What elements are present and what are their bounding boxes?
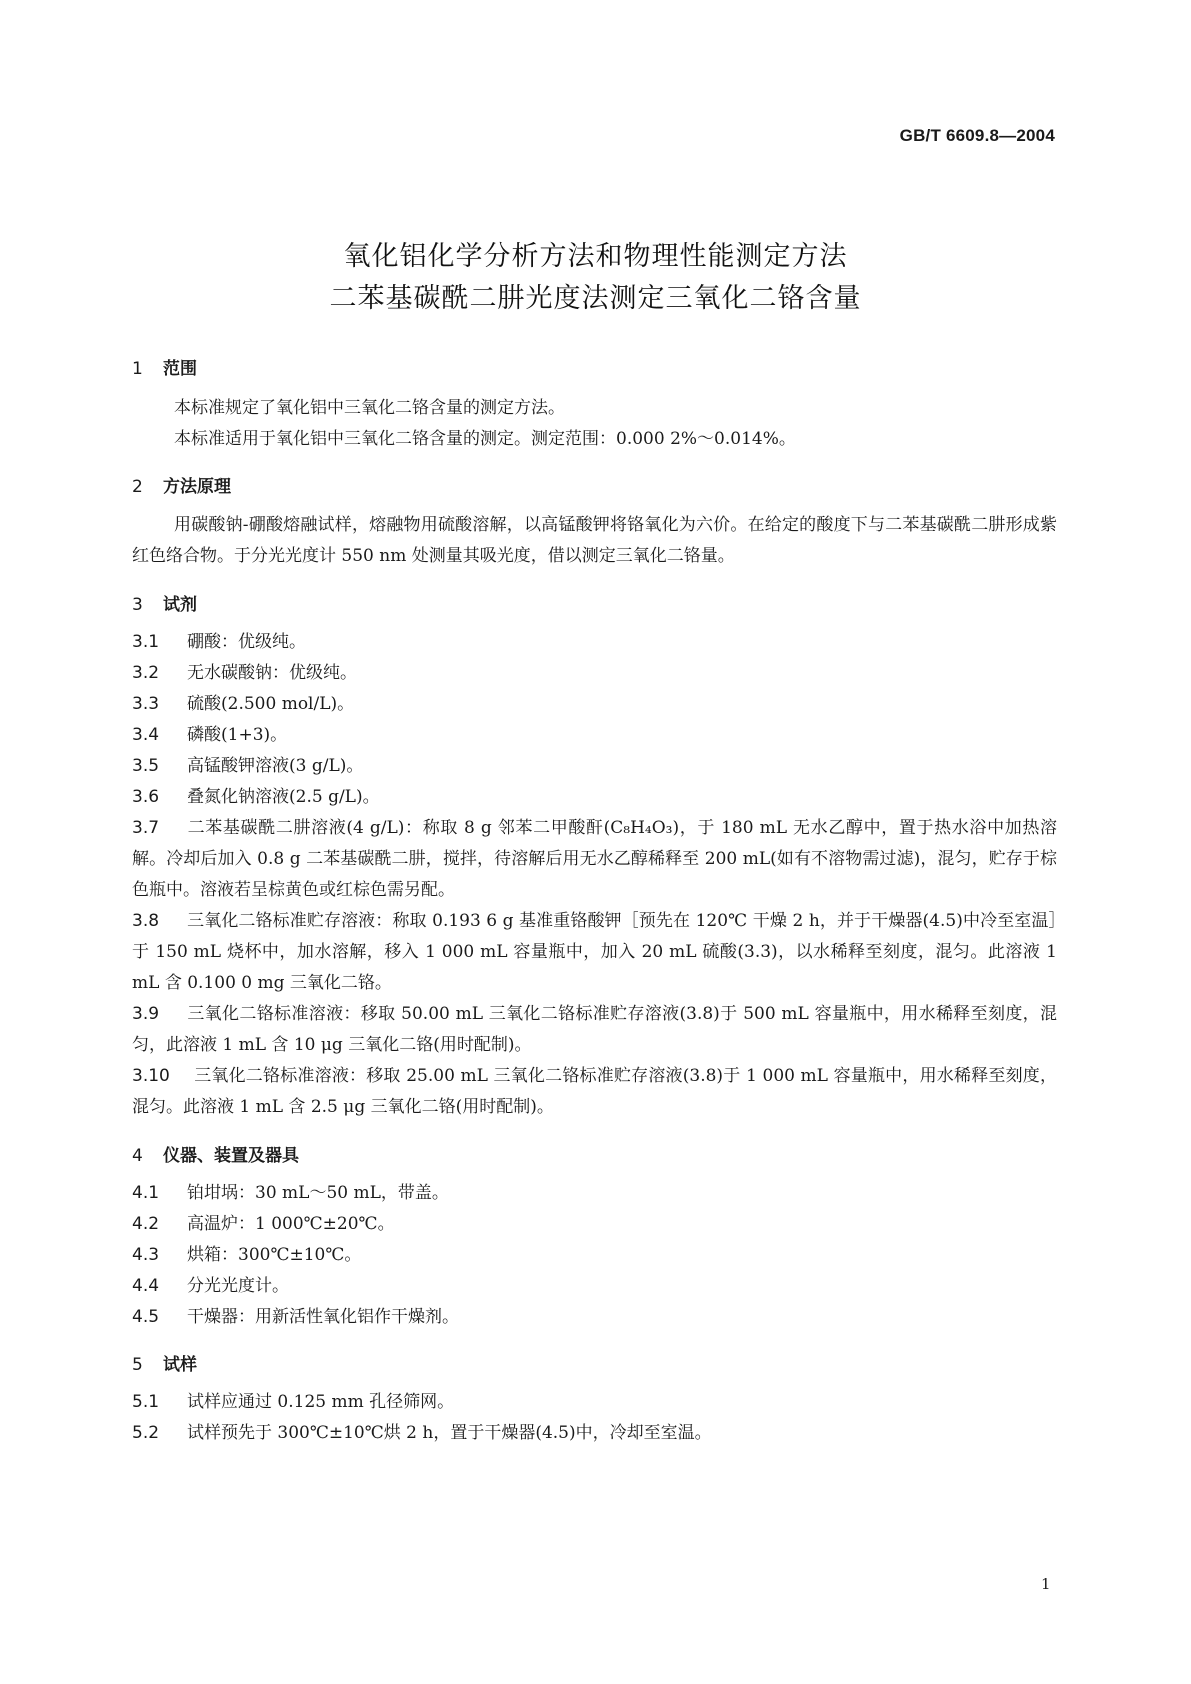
item-text: 叠氮化钠溶液(2.5 g/L)。 bbox=[187, 787, 380, 807]
principle-paragraph: 用碳酸钠-硼酸熔融试样，熔融物用硫酸溶解，以高锰酸钾将铬氧化为六价。在给定的酸度下与二苯基碳酰二肼形成紫红色络合物。于分光光度计 550 nm 处测量其吸光度，借以测定三氧化二铬量。 bbox=[132, 515, 1057, 566]
reagent-item bbox=[132, 689, 1057, 720]
item-number: 3.9 bbox=[132, 1004, 160, 1024]
item-number: 3.10 bbox=[132, 1066, 170, 1086]
apparatus-item bbox=[132, 1271, 1057, 1302]
section-number: 1 bbox=[132, 359, 143, 379]
item-number: 3.7 bbox=[132, 818, 160, 838]
item-text: 试样应通过 0.125 mm 孔径筛网。 bbox=[187, 1392, 455, 1412]
reagent-item bbox=[132, 627, 1057, 658]
section-number: 3 bbox=[132, 595, 143, 615]
item-text: 硫酸(2.500 mol/L)。 bbox=[187, 694, 355, 714]
item-text: 分光光度计。 bbox=[187, 1276, 289, 1296]
apparatus-item bbox=[132, 1209, 1057, 1240]
reagent-item bbox=[132, 999, 1057, 1061]
item-text: 硼酸：优级纯。 bbox=[187, 632, 306, 652]
section-title: 仪器、装置及器具 bbox=[163, 1146, 299, 1166]
section-title: 试剂 bbox=[163, 595, 197, 615]
item-number: 3.5 bbox=[132, 756, 160, 776]
item-number: 3.8 bbox=[132, 911, 160, 931]
reagent-item bbox=[132, 1061, 1057, 1123]
item-text: 烘箱：300℃±10℃。 bbox=[187, 1245, 362, 1265]
item-number: 3.6 bbox=[132, 787, 160, 807]
section-number: 5 bbox=[132, 1355, 143, 1375]
section-heading-1 bbox=[132, 354, 197, 379]
sample-item bbox=[132, 1418, 1057, 1449]
sample-item bbox=[132, 1387, 1057, 1418]
item-text: 三氧化二铬标准溶液：移取 50.00 mL 三氧化二铬标准贮存溶液(3.8)于 500 mL 容量瓶中，用水稀释至刻度，混匀，此溶液 1 mL 含 10 μg 三氧化二铬(用时配制)。 bbox=[132, 1004, 1057, 1055]
item-text: 三氧化二铬标准溶液：移取 25.00 mL 三氧化二铬标准贮存溶液(3.8)于 1 000 mL 容量瓶中，用水稀释至刻度，混匀。此溶液 1 mL 含 2.5 μg 三氧化二铬(用时配制)。 bbox=[132, 1066, 1057, 1117]
reagent-item bbox=[132, 782, 1057, 813]
section-heading-3 bbox=[132, 590, 197, 615]
title-line-1: 氧化铝化学分析方法和物理性能测定方法 bbox=[343, 241, 848, 272]
item-number: 3.2 bbox=[132, 663, 160, 683]
item-text: 无水碳酸钠：优级纯。 bbox=[187, 663, 357, 683]
item-number: 3.4 bbox=[132, 725, 160, 745]
item-text: 磷酸(1+3)。 bbox=[187, 725, 288, 745]
scope-paragraph-2: 本标准适用于氧化铝中三氧化二铬含量的测定。测定范围：0.000 2%～0.014%。 bbox=[174, 429, 796, 449]
apparatus-item bbox=[132, 1240, 1057, 1271]
item-number: 5.1 bbox=[132, 1392, 160, 1412]
section-title: 范围 bbox=[163, 359, 197, 379]
item-text: 干燥器：用新活性氧化铝作干燥剂。 bbox=[187, 1307, 459, 1327]
reagent-item bbox=[132, 720, 1057, 751]
item-text: 二苯基碳酰二肼溶液(4 g/L)：称取 8 g 邻苯二甲酸酐(C₈H₄O₃)，于 180 mL 无水乙醇中，置于热水浴中加热溶解。冷却后加入 0.8 g 二苯基碳酰二肼，搅拌，待溶解后用无水乙醇稀释至 200 mL(如有不溶物需过滤)，混匀，贮存于棕色瓶中。溶液若呈棕黄色或红棕色需另配。 bbox=[132, 818, 1057, 900]
page-number: 1 bbox=[1041, 1575, 1051, 1593]
section-title: 方法原理 bbox=[163, 477, 231, 497]
item-text: 高锰酸钾溶液(3 g/L)。 bbox=[187, 756, 364, 776]
reagent-item bbox=[132, 813, 1057, 906]
item-number: 4.5 bbox=[132, 1307, 160, 1327]
section-heading-4 bbox=[132, 1141, 299, 1166]
section-title: 试样 bbox=[163, 1355, 197, 1375]
item-number: 4.2 bbox=[132, 1214, 160, 1234]
apparatus-item bbox=[132, 1302, 1057, 1333]
scope-paragraph-1: 本标准规定了氧化铝中三氧化二铬含量的测定方法。 bbox=[174, 398, 565, 418]
item-text: 试样预先于 300℃±10℃烘 2 h，置于干燥器(4.5)中，冷却至室温。 bbox=[187, 1423, 712, 1443]
item-number: 4.1 bbox=[132, 1183, 160, 1203]
item-number: 4.3 bbox=[132, 1245, 160, 1265]
reagent-item bbox=[132, 751, 1057, 782]
reagent-item bbox=[132, 906, 1057, 999]
apparatus-item bbox=[132, 1178, 1057, 1209]
section-number: 2 bbox=[132, 477, 143, 497]
reagent-item bbox=[132, 658, 1057, 689]
item-number: 4.4 bbox=[132, 1276, 160, 1296]
item-text: 铂坩埚：30 mL～50 mL，带盖。 bbox=[187, 1183, 449, 1203]
section-heading-2 bbox=[132, 472, 231, 497]
item-number: 5.2 bbox=[132, 1423, 160, 1443]
section-heading-5 bbox=[132, 1350, 197, 1375]
title-line-2: 二苯基碳酰二肼光度法测定三氧化二铬含量 bbox=[329, 283, 862, 314]
item-text: 三氧化二铬标准贮存溶液：称取 0.193 6 g 基准重铬酸钾［预先在 120℃ 干燥 2 h，并于干燥器(4.5)中冷至室温］于 150 mL 烧杯中，加水溶解，移入 1 000 mL 容量瓶中，加入 20 mL 硫酸(3.3)，以水稀释至刻度，混匀。此溶液 1 mL 含 0.100 0 mg 三氧化二铬。 bbox=[132, 911, 1057, 993]
item-number: 3.3 bbox=[132, 694, 160, 714]
standard-code: GB/T 6609.8—2004 bbox=[899, 126, 1055, 145]
item-number: 3.1 bbox=[132, 632, 160, 652]
item-text: 高温炉：1 000℃±20℃。 bbox=[187, 1214, 395, 1234]
section-number: 4 bbox=[132, 1146, 143, 1166]
